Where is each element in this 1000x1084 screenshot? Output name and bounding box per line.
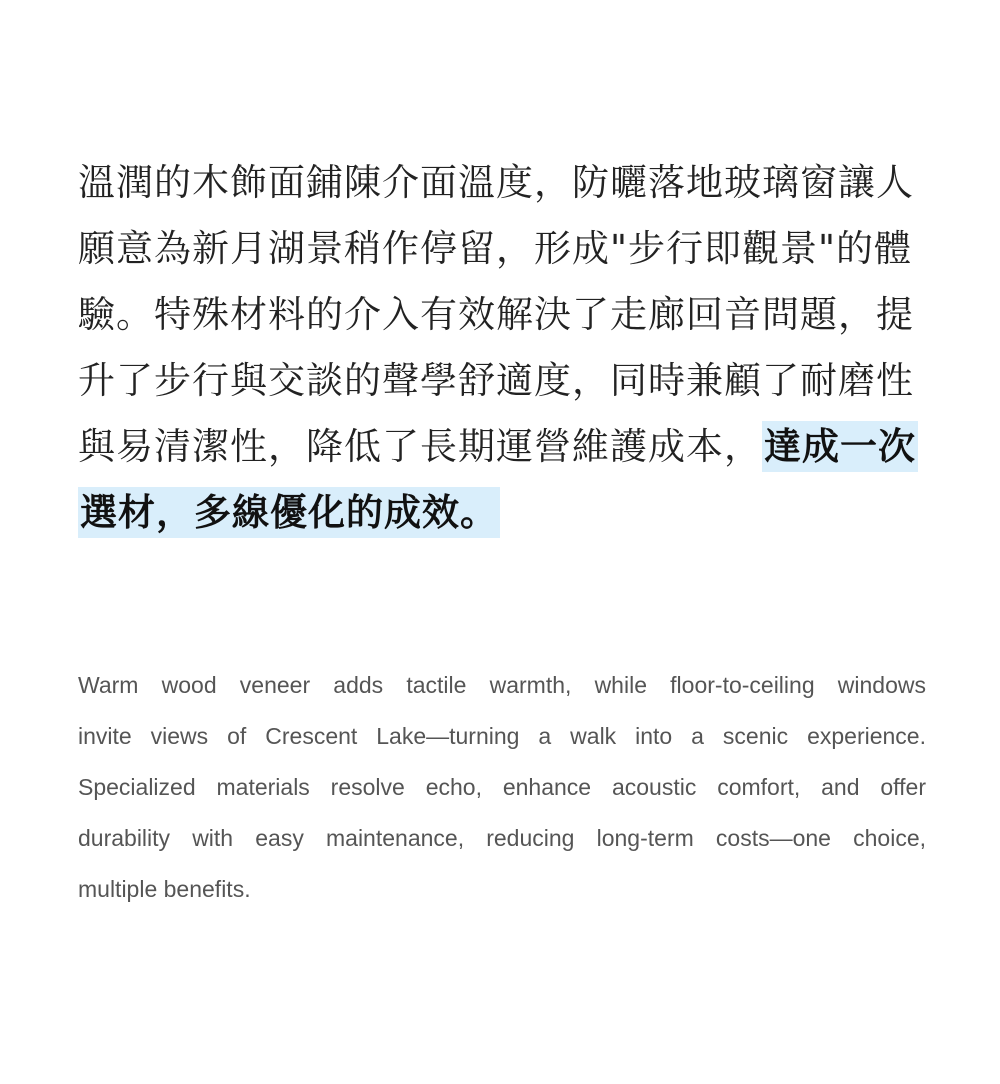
chinese-line: 驗。特殊材料的介入有效解決了走廊回音問題，提: [78, 293, 914, 336]
chinese-line: [78, 480, 938, 546]
english-line: Specialized materials resolve echo, enhance acoustic comfort, and offer: [78, 774, 926, 800]
english-line: Warm wood veneer adds tactile warmth, while floor-to-ceiling windows: [78, 672, 926, 698]
english-line: durability with easy maintenance, reducing long-term costs—one choice,: [78, 825, 926, 851]
chinese-line: 願意為新月湖景稍作停留，形成"步行即觀景"的體: [78, 227, 913, 270]
english-paragraph: [78, 660, 926, 915]
highlighted-text: 達成一次: [762, 421, 918, 472]
chinese-text: 與易清潔性，降低了長期運營維護成本，: [78, 425, 762, 468]
english-line: multiple benefits.: [78, 876, 251, 902]
chinese-line: 升了步行與交談的聲學舒適度，同時兼顧了耐磨性: [78, 359, 914, 402]
chinese-line: [78, 414, 938, 480]
chinese-line: 溫潤的木飾面鋪陳介面溫度，防曬落地玻璃窗讓人: [78, 161, 914, 204]
chinese-paragraph: [78, 150, 938, 546]
highlighted-text: 選材，多線優化的成效。: [78, 487, 500, 538]
english-line: invite views of Crescent Lake—turning a walk into a scenic experience.: [78, 723, 926, 749]
